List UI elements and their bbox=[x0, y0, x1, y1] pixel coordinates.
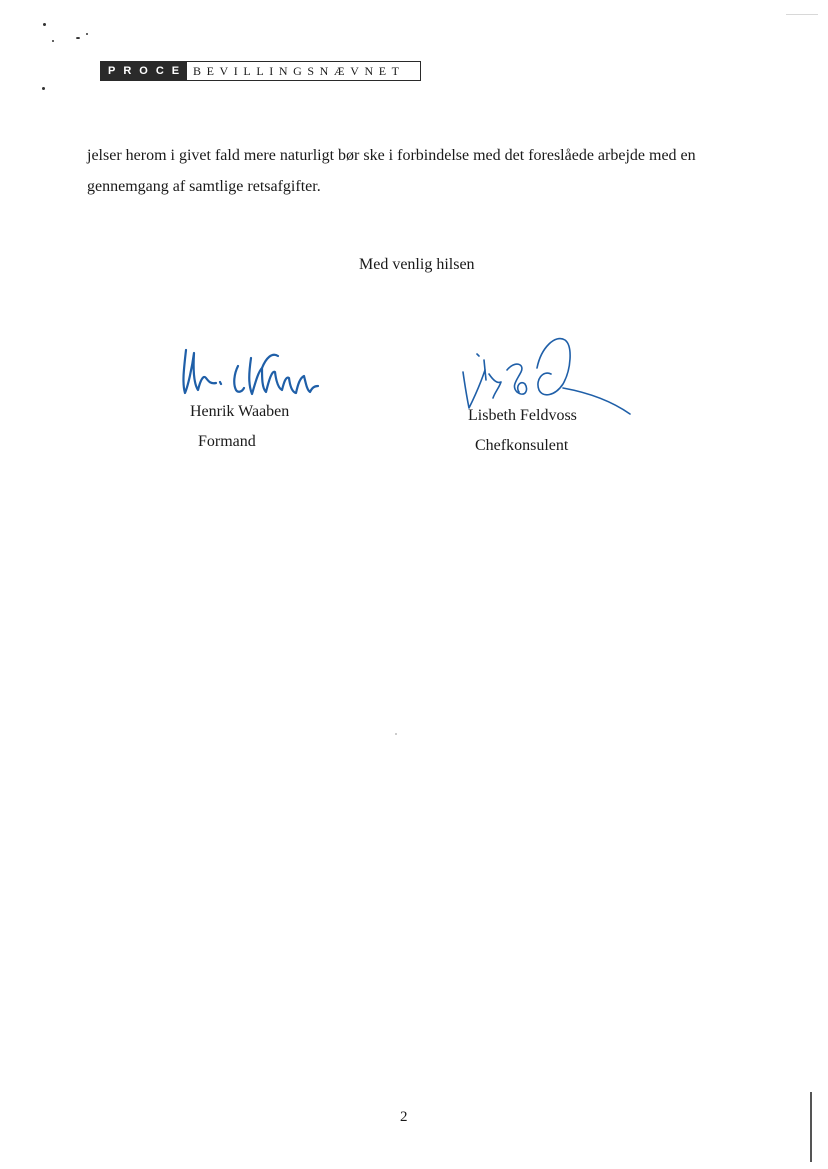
signer-title: Formand bbox=[198, 433, 256, 450]
signer-name: Lisbeth Feldvoss bbox=[468, 407, 577, 424]
scan-speck bbox=[52, 40, 54, 42]
signer-title: Chefkonsulent bbox=[475, 437, 569, 454]
scan-speck bbox=[395, 733, 397, 735]
logo-dark-segment: PROCES bbox=[100, 61, 187, 81]
page-number: 2 bbox=[400, 1109, 408, 1125]
body-line: jelser herom i givet fald mere naturligt bør ske i forbindelse med det foreslåede arbejde med en bbox=[87, 147, 696, 164]
scan-edge-line bbox=[810, 1092, 812, 1162]
signature-henrik-waaben bbox=[176, 338, 326, 408]
body-paragraph bbox=[87, 140, 767, 202]
scan-speck bbox=[86, 33, 88, 35]
letterhead-logo bbox=[100, 61, 421, 81]
scan-edge-line bbox=[786, 14, 818, 15]
scan-speck bbox=[43, 23, 46, 26]
scan-speck bbox=[76, 37, 80, 39]
closing-salutation: Med venlig hilsen bbox=[359, 256, 475, 273]
logo-light-segment: BEVILLINGSNÆVNET bbox=[187, 61, 421, 81]
scan-speck bbox=[42, 87, 45, 90]
signer-name: Henrik Waaben bbox=[190, 403, 290, 420]
body-line: gennemgang af samtlige retsafgifter. bbox=[87, 178, 321, 195]
